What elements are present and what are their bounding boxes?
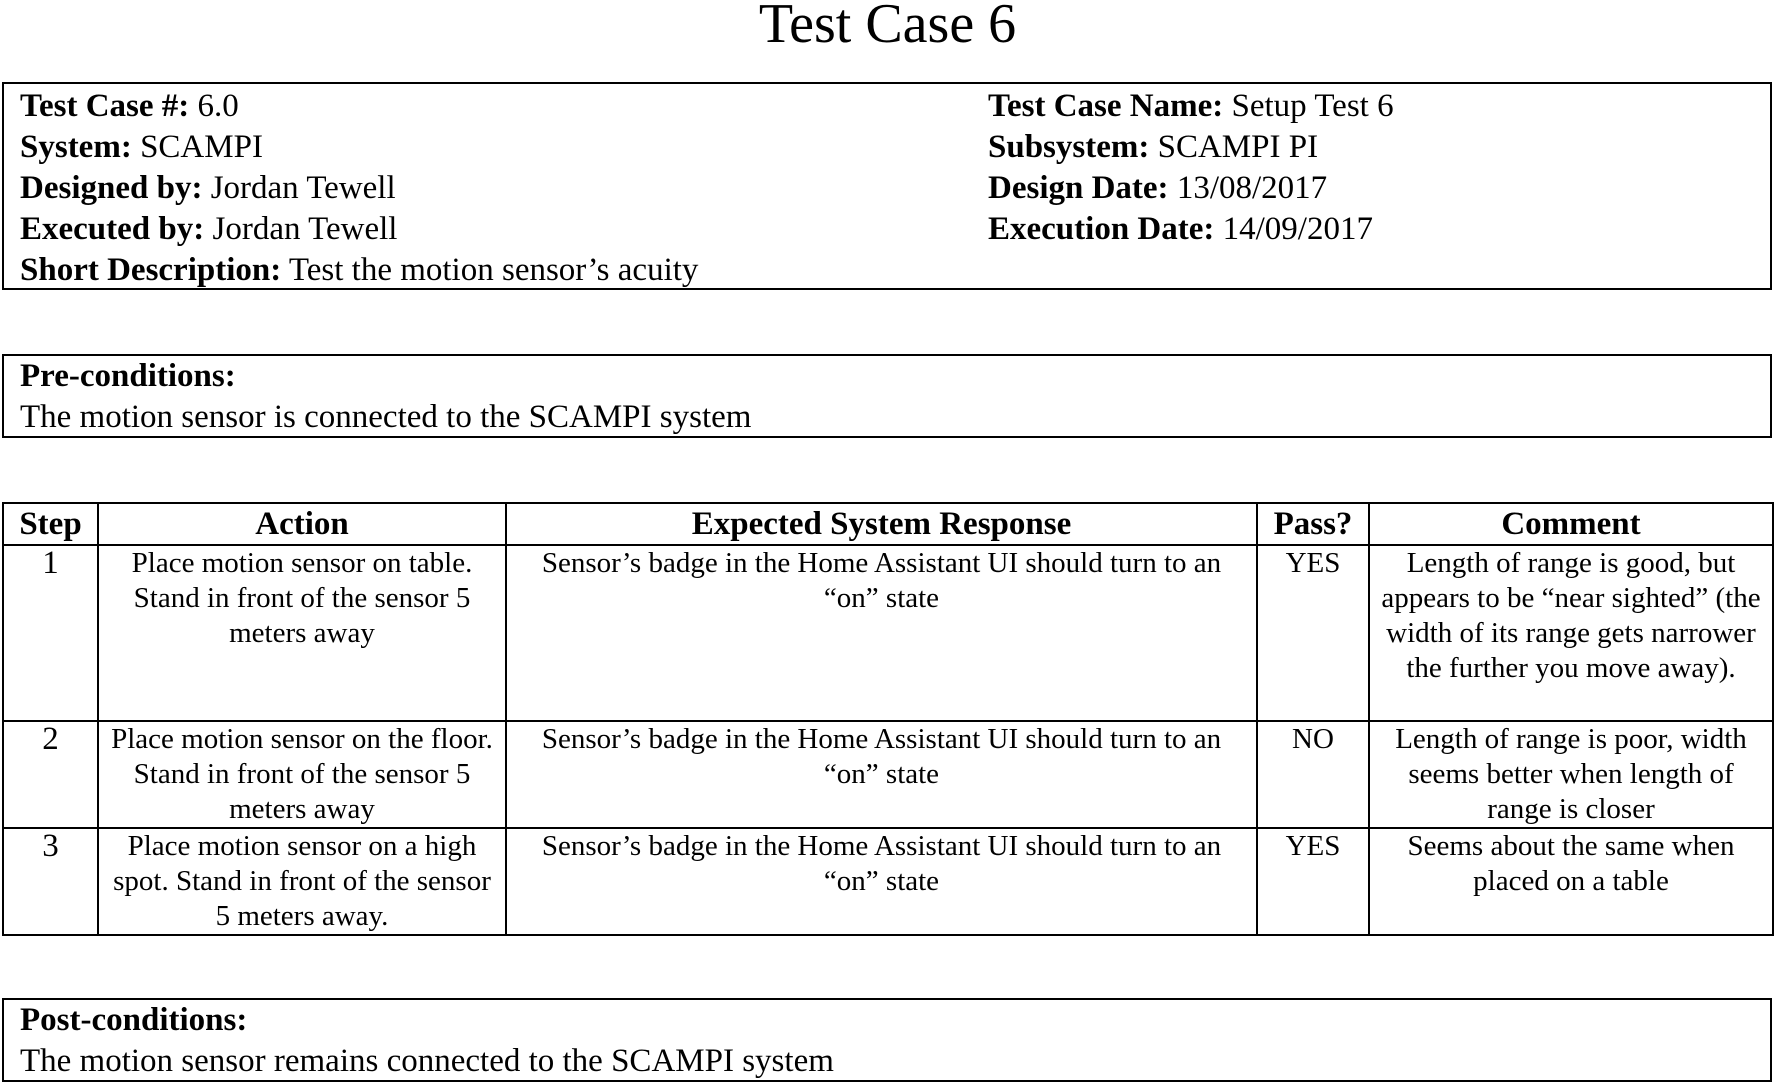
preconditions-box xyxy=(2,354,1772,438)
designed-by-label: Designed by: xyxy=(20,170,203,206)
test-case-name-line xyxy=(988,86,1394,127)
action-cell: Place motion sensor on table. Stand in front of the sensor 5 meters away xyxy=(98,545,506,721)
postconditions-box xyxy=(2,998,1772,1082)
step-cell: 1 xyxy=(3,545,98,721)
design-date-line xyxy=(988,168,1394,209)
column-header-pass: Pass? xyxy=(1257,503,1369,545)
test-case-name-value: Setup Test 6 xyxy=(1231,88,1394,124)
expected-response-cell: Sensor’s badge in the Home Assistant UI should turn to an “on” state xyxy=(506,545,1257,721)
header-left-column xyxy=(20,86,698,291)
system-value: SCAMPI xyxy=(140,129,263,165)
design-date-value: 13/08/2017 xyxy=(1176,170,1328,206)
page-title: Test Case 6 xyxy=(758,0,1017,55)
action-cell: Place motion sensor on a high spot. Stand in front of the sensor 5 meters away. xyxy=(98,828,506,935)
postconditions-label: Post-conditions: xyxy=(20,1002,248,1038)
table-row xyxy=(3,721,1773,828)
step-cell: 3 xyxy=(3,828,98,935)
comment-cell: Length of range is poor, width seems better when length of range is closer xyxy=(1369,721,1773,828)
test-case-name-label: Test Case Name: xyxy=(988,88,1224,124)
comment-cell: Length of range is good, but appears to be “near sighted” (the width of its range gets narrower the further you move away). xyxy=(1369,545,1773,721)
pass-cell: YES xyxy=(1257,545,1369,721)
pass-cell: NO xyxy=(1257,721,1369,828)
test-steps-table xyxy=(2,502,1774,936)
test-case-header xyxy=(2,82,1772,290)
subsystem-value: SCAMPI PI xyxy=(1157,129,1319,165)
step-cell: 2 xyxy=(3,721,98,828)
design-date-label: Design Date: xyxy=(988,170,1169,206)
test-case-number-line xyxy=(20,86,698,127)
execution-date-line xyxy=(988,209,1394,250)
short-description-line xyxy=(20,250,698,291)
short-description-label: Short Description: xyxy=(20,252,282,288)
table-header-row xyxy=(3,503,1773,545)
expected-response-cell: Sensor’s badge in the Home Assistant UI should turn to an “on” state xyxy=(506,828,1257,935)
designed-by-line xyxy=(20,168,698,209)
executed-by-value: Jordan Tewell xyxy=(212,211,398,247)
subsystem-line xyxy=(988,127,1394,168)
expected-response-cell: Sensor’s badge in the Home Assistant UI should turn to an “on” state xyxy=(506,721,1257,828)
system-label: System: xyxy=(20,129,132,165)
column-header-expected-response: Expected System Response xyxy=(506,503,1257,545)
comment-cell: Seems about the same when placed on a table xyxy=(1369,828,1773,935)
designed-by-value: Jordan Tewell xyxy=(210,170,396,206)
execution-date-label: Execution Date: xyxy=(988,211,1215,247)
system-line xyxy=(20,127,698,168)
column-header-action: Action xyxy=(98,503,506,545)
action-cell: Place motion sensor on the floor. Stand in front of the sensor 5 meters away xyxy=(98,721,506,828)
test-case-number-value: 6.0 xyxy=(197,88,239,124)
table-row xyxy=(3,828,1773,935)
short-description-value: Test the motion sensor’s acuity xyxy=(288,252,699,288)
executed-by-label: Executed by: xyxy=(20,211,205,247)
pass-cell: YES xyxy=(1257,828,1369,935)
column-header-step: Step xyxy=(3,503,98,545)
column-header-comment: Comment xyxy=(1369,503,1773,545)
preconditions-label: Pre-conditions: xyxy=(20,358,236,394)
execution-date-value: 14/09/2017 xyxy=(1222,211,1373,247)
test-case-number-label: Test Case #: xyxy=(20,88,190,124)
table-row xyxy=(3,545,1773,721)
preconditions-text: The motion sensor is connected to the SCAMPI system xyxy=(20,399,752,435)
postconditions-text: The motion sensor remains connected to the SCAMPI system xyxy=(20,1043,834,1079)
executed-by-line xyxy=(20,209,698,250)
header-right-column xyxy=(988,86,1394,250)
subsystem-label: Subsystem: xyxy=(988,129,1150,165)
